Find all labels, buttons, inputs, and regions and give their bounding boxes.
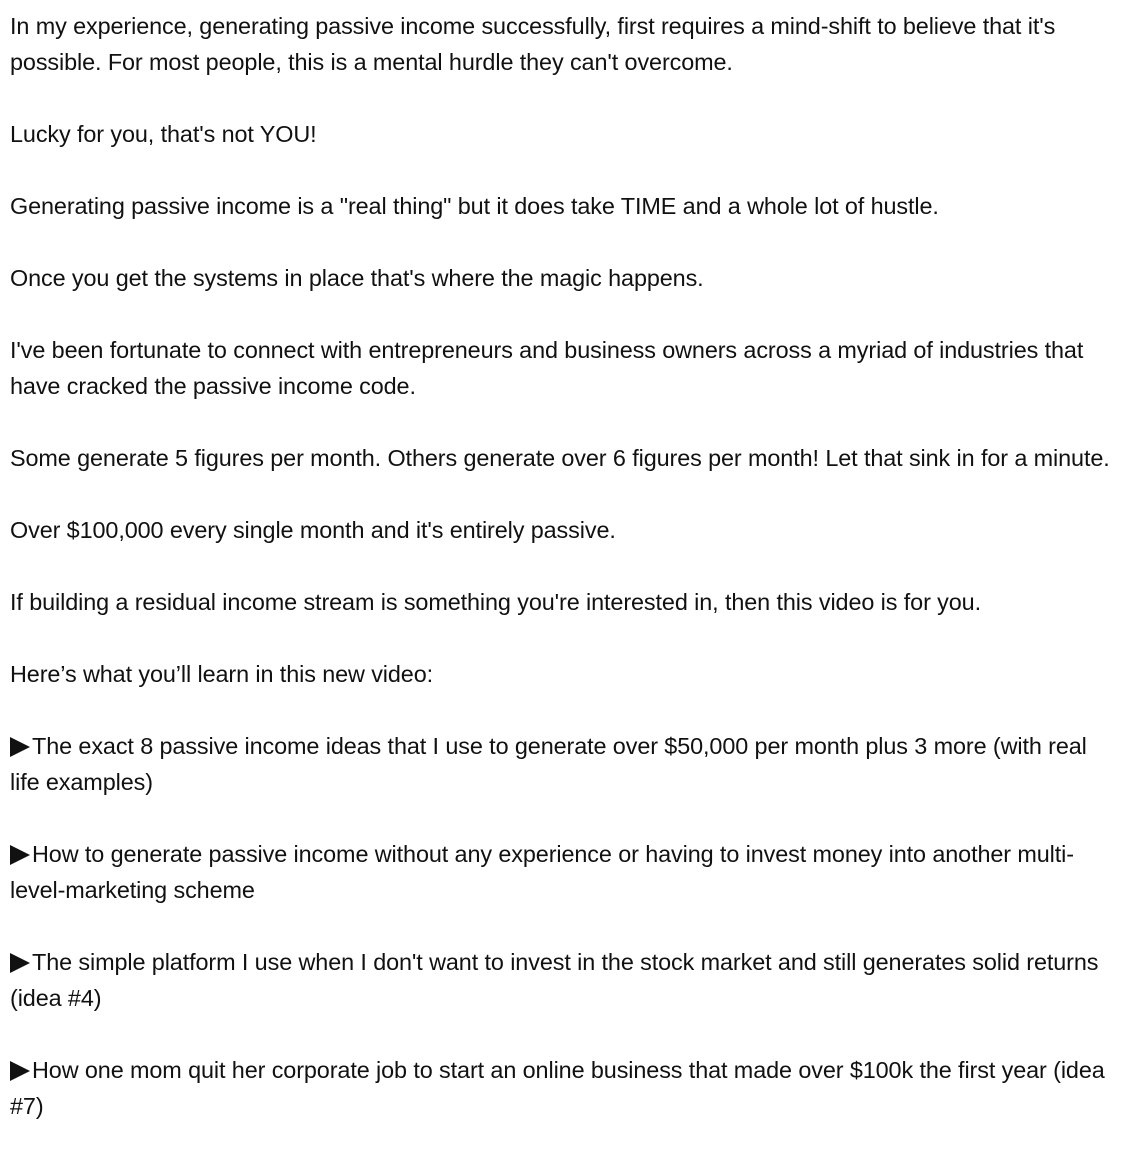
bullet-text: The simple platform I use when I don't want to invest in the stock market and still generates solid returns (idea #4)	[10, 949, 1099, 1011]
bullet-text: How to generate passive income without any experience or having to invest money into another multi-level-marketing scheme	[10, 841, 1074, 903]
play-triangle-icon	[10, 1061, 30, 1081]
paragraph-learn-intro: Here’s what you’ll learn in this new video:	[10, 661, 434, 687]
paragraph-lucky: Lucky for you, that's not YOU!	[10, 121, 317, 147]
paragraph-over-100k: Over $100,000 every single month and it's entirely passive.	[10, 517, 616, 543]
bullet-item-mom	[10, 1052, 1112, 1124]
bullet-item-ideas	[10, 728, 1112, 800]
paragraph-real-thing: Generating passive income is a "real thing" but it does take TIME and a whole lot of hustle.	[10, 193, 939, 219]
paragraph-figures: Some generate 5 figures per month. Others generate over 6 figures per month! Let that sink in for a minute.	[10, 445, 1110, 471]
bullet-item-platform	[10, 944, 1112, 1016]
bullet-text: The exact 8 passive income ideas that I use to generate over $50,000 per month plus 3 more (with real life examples)	[10, 733, 1087, 795]
play-triangle-icon	[10, 953, 30, 973]
bullet-item-no-experience	[10, 836, 1112, 908]
paragraph-entrepreneurs: I've been fortunate to connect with entrepreneurs and business owners across a myriad of industries that have cracked the passive income code.	[10, 337, 1084, 399]
paragraph-residual-income: If building a residual income stream is something you're interested in, then this video is for you.	[10, 589, 981, 615]
play-triangle-icon	[10, 845, 30, 865]
bullet-text: How one mom quit her corporate job to start an online business that made over $100k the first year (idea #7)	[10, 1057, 1105, 1119]
play-triangle-icon	[10, 737, 30, 757]
paragraph-systems: Once you get the systems in place that's where the magic happens.	[10, 265, 704, 291]
paragraph-mindset: In my experience, generating passive income successfully, first requires a mind-shift to believe that it's possible. For most people, this is a mental hurdle they can't overcome.	[10, 13, 1056, 75]
